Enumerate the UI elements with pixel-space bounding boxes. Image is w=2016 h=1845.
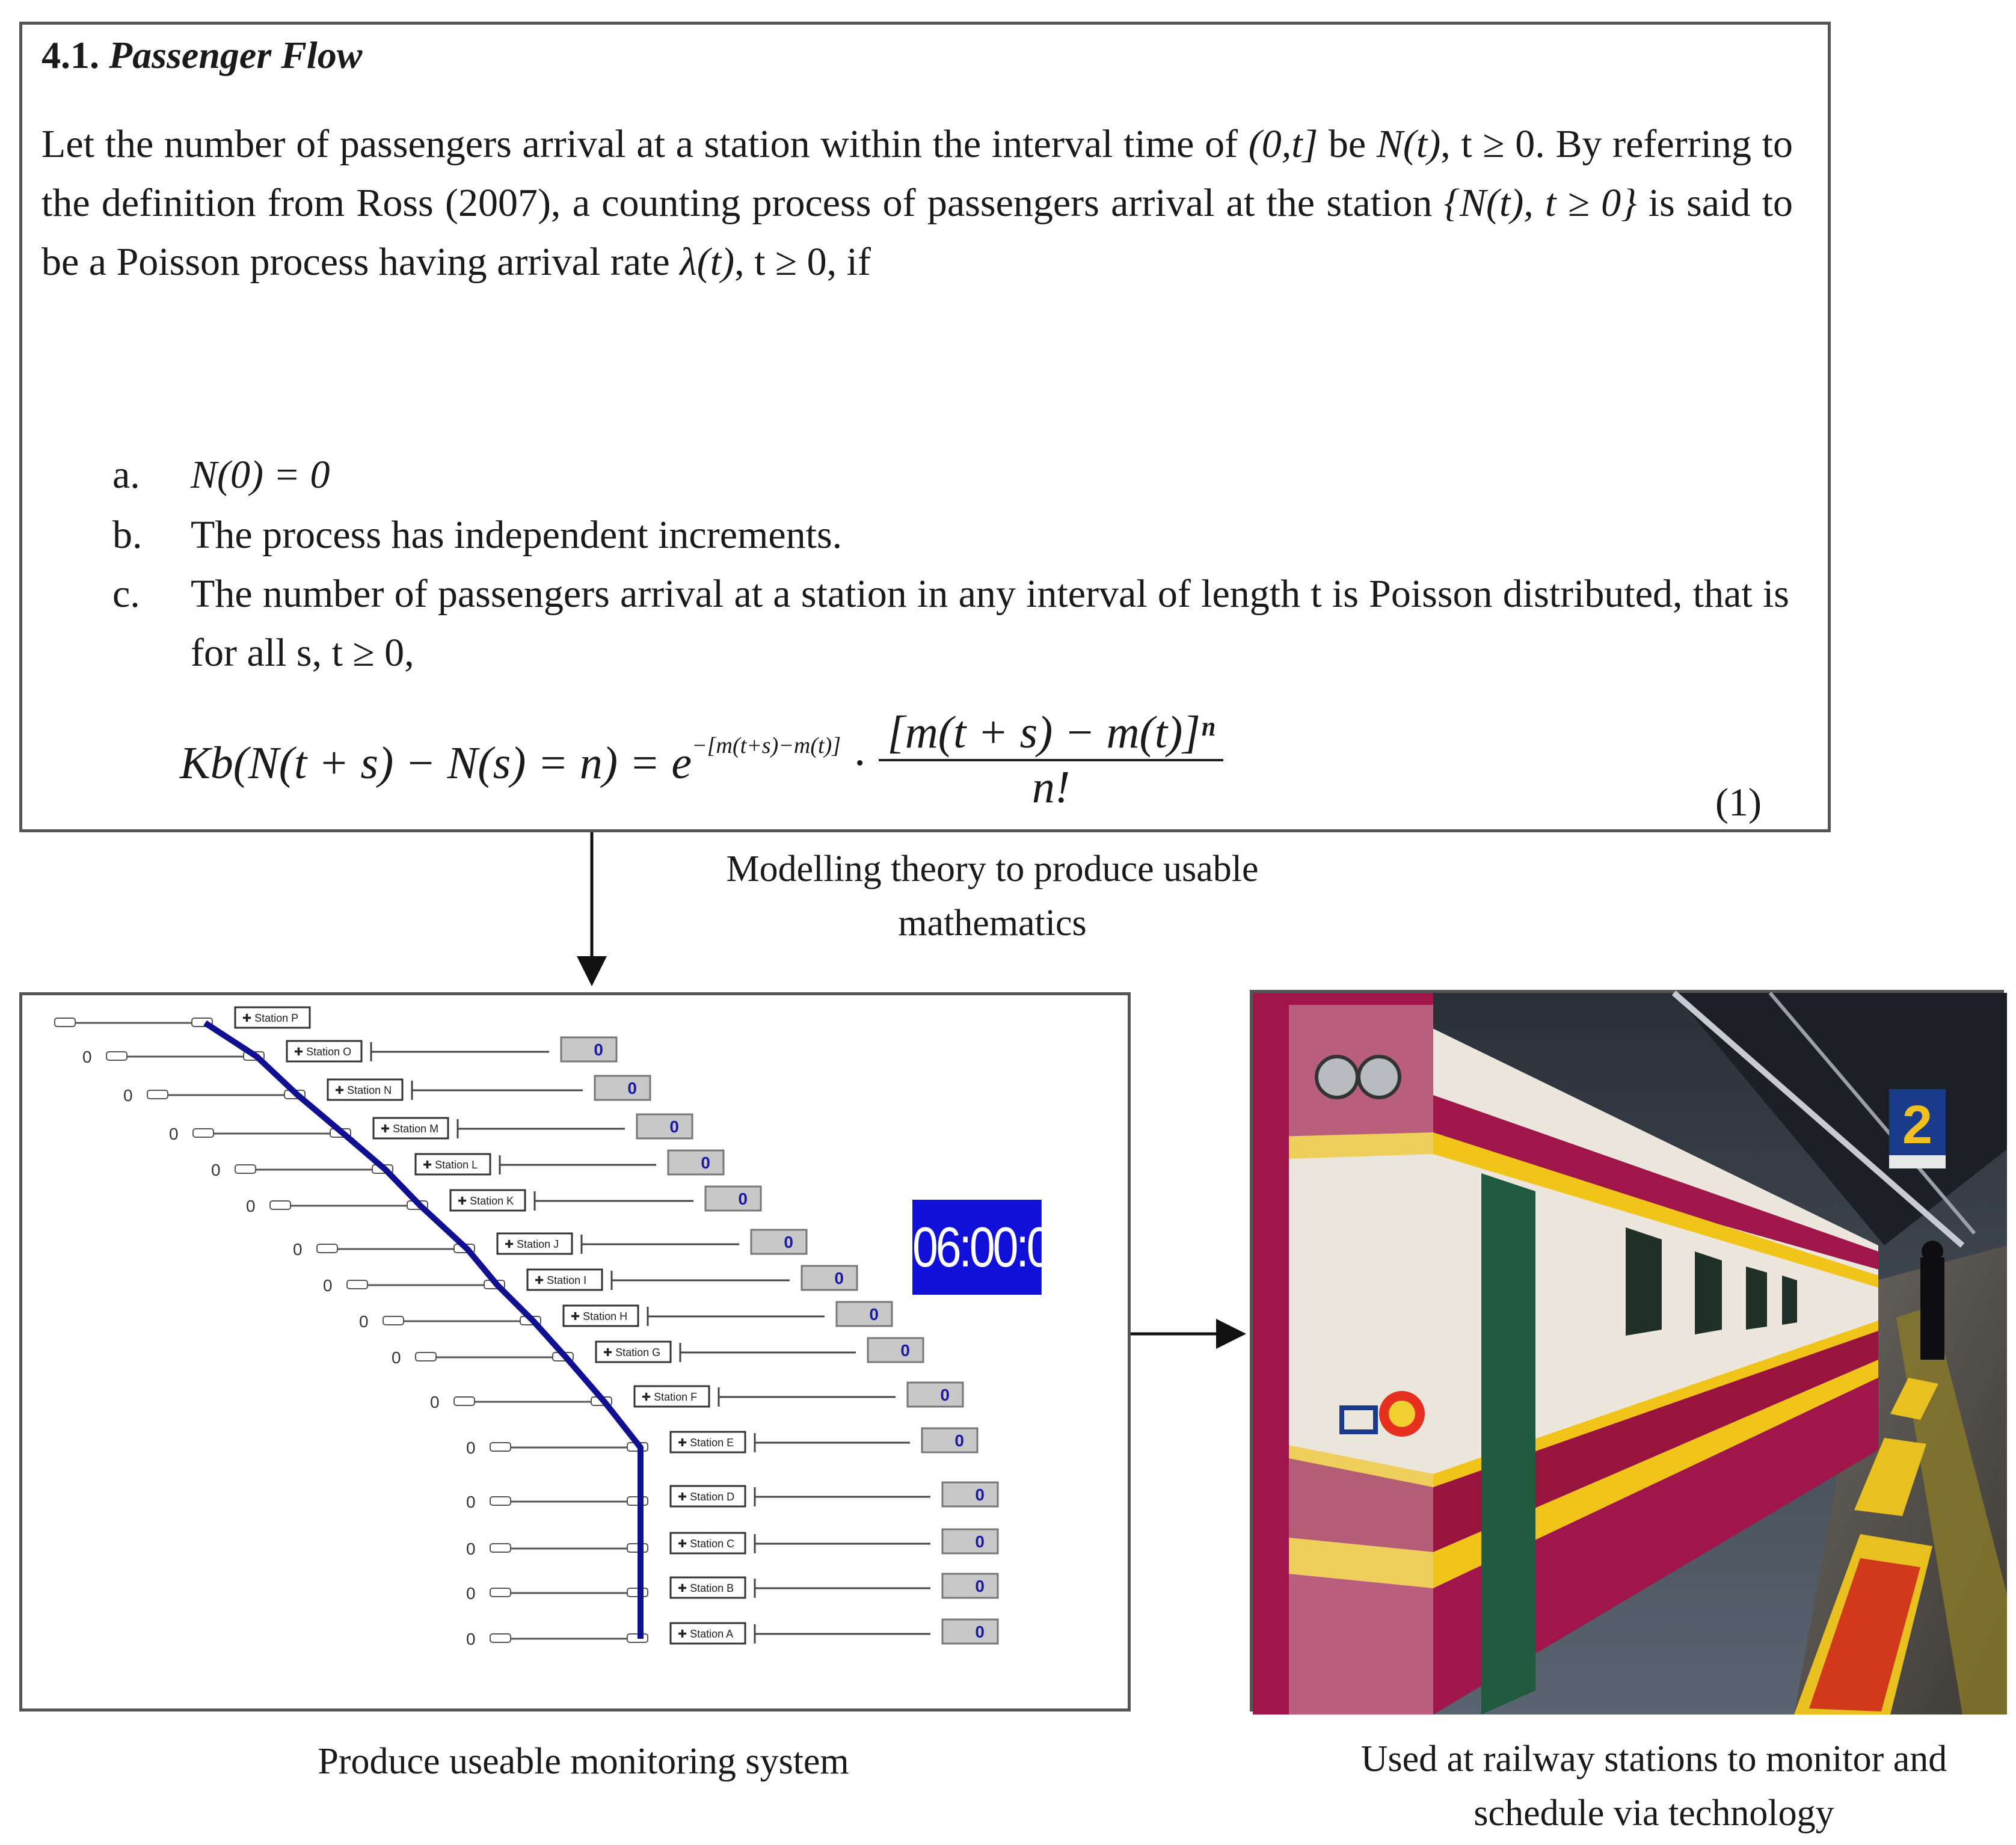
station-label: ✚ Station P <box>242 1012 299 1024</box>
equation-lhs: Kb(N(t + s) − N(s) = n) = e <box>180 737 692 788</box>
theory-text-box <box>19 22 1831 832</box>
left-counter: 0 <box>246 1197 256 1215</box>
monitoring-system-panel <box>19 992 1131 1711</box>
station-label: ✚ Station C <box>678 1538 735 1550</box>
condition-text: The number of passengers arrival at a station in any interval of length t is Poisson distributed, that is for all s, t ≥ 0, <box>191 572 1789 675</box>
feeder-node <box>106 1052 127 1060</box>
poisson-equation <box>180 707 1223 812</box>
condition-text: N(0) = 0 <box>191 453 330 497</box>
equation-fraction <box>879 707 1223 812</box>
platform-number: 2 <box>1902 1095 1933 1155</box>
left-counter: 0 <box>430 1393 440 1411</box>
passenger-count: 0 <box>940 1386 950 1404</box>
paragraph-text: be <box>1318 122 1377 166</box>
station-label: ✚ Station O <box>294 1046 352 1058</box>
passenger-counter <box>837 1302 892 1326</box>
passenger-counter <box>942 1574 998 1598</box>
station-label: ✚ Station B <box>678 1582 734 1594</box>
left-counter: 0 <box>293 1240 303 1259</box>
feeder-node <box>490 1544 511 1552</box>
feeder-node <box>193 1129 214 1137</box>
feeder-node <box>490 1588 511 1597</box>
passenger-count: 0 <box>701 1153 710 1172</box>
condition-text: The process has independent increments. <box>191 513 843 557</box>
station-label: ✚ Station K <box>458 1195 514 1207</box>
section-title: Passenger Flow <box>109 34 363 76</box>
passenger-count: 0 <box>784 1233 793 1251</box>
feeder-node <box>270 1201 290 1209</box>
passenger-counter <box>751 1230 807 1254</box>
station-label: ✚ Station I <box>535 1274 587 1286</box>
paragraph-text: is said to be a Poisson process having arrival rate <box>41 181 1793 284</box>
passenger-count: 0 <box>834 1269 844 1288</box>
condition-a <box>112 446 330 505</box>
passenger-counter <box>561 1037 616 1061</box>
feeder-node <box>347 1280 367 1289</box>
equation-numerator: [m(t + s) − m(t)]ⁿ <box>879 707 1223 761</box>
feeder-node <box>454 1397 475 1405</box>
clock-display: 06:00:00 <box>912 1200 1042 1295</box>
feeder-node <box>490 1497 511 1505</box>
feeder-node <box>317 1244 337 1253</box>
paragraph-text: Let the number of passengers arrival at a station within the interval time of <box>41 122 1249 166</box>
caption-railway: Used at railway stations to monitor and schedule via technology <box>1360 1739 1947 1834</box>
caption-modelling: Modelling theory to produce usable mathematics <box>726 849 1259 944</box>
condition-b <box>112 506 842 565</box>
left-counter: 0 <box>323 1276 333 1295</box>
feeder-node <box>416 1352 436 1361</box>
station-label: ✚ Station G <box>603 1346 661 1358</box>
section-number: 4.1. <box>41 34 99 76</box>
feeder-node <box>235 1165 256 1173</box>
caption-monitoring: Produce useable monitoring system <box>318 1741 849 1782</box>
interval-expression: (0,t] <box>1248 122 1318 166</box>
station-monitor-diagram <box>22 995 1134 1715</box>
passenger-count: 0 <box>975 1532 985 1551</box>
station-label: ✚ Station L <box>423 1159 478 1171</box>
station-label: ✚ Station M <box>381 1123 439 1135</box>
equation-number: (1) <box>1715 781 1762 824</box>
process-expression: {N(t), t ≥ 0} <box>1443 181 1637 225</box>
left-counter: 0 <box>466 1493 476 1511</box>
station-label: ✚ Station A <box>678 1628 734 1640</box>
station-label: ✚ Station N <box>335 1084 392 1096</box>
left-counter: 0 <box>169 1125 179 1143</box>
passenger-count: 0 <box>738 1190 748 1208</box>
condition-label: c. <box>112 572 140 616</box>
condition-c <box>112 565 1796 683</box>
passenger-count: 0 <box>869 1305 879 1324</box>
definition-paragraph <box>41 115 1793 292</box>
equation-exponent: −[m(t+s)−m(t)] <box>692 732 841 758</box>
left-counter: 0 <box>466 1438 476 1457</box>
left-counter: 0 <box>211 1161 221 1179</box>
passenger-count: 0 <box>975 1622 985 1641</box>
railway-station-photo <box>1250 990 2004 1711</box>
passenger-counter <box>942 1529 998 1553</box>
section-heading <box>41 33 362 78</box>
passenger-counter <box>637 1114 692 1138</box>
paragraph-text: , t ≥ 0. By referring to the definition from Ross (2007), a counting process of passengers arrival at the station <box>41 122 1793 225</box>
station-label: ✚ Station F <box>642 1391 698 1403</box>
passenger-count: 0 <box>594 1040 603 1059</box>
passenger-count: 0 <box>669 1117 679 1136</box>
feeder-node <box>55 1018 75 1027</box>
left-counter: 0 <box>466 1584 476 1603</box>
station-label: ✚ Station D <box>678 1491 735 1503</box>
left-counter: 0 <box>123 1086 133 1105</box>
passenger-counter <box>942 1482 998 1506</box>
left-counter: 0 <box>82 1048 92 1066</box>
passenger-count: 0 <box>627 1079 637 1097</box>
passenger-count: 0 <box>975 1577 985 1595</box>
left-counter: 0 <box>359 1312 369 1331</box>
feeder-node <box>147 1090 168 1099</box>
condition-label: a. <box>112 453 140 497</box>
station-label: ✚ Station J <box>505 1238 559 1250</box>
passenger-counter <box>668 1150 724 1174</box>
left-counter: 0 <box>466 1630 476 1648</box>
count-function: N(t) <box>1376 122 1441 166</box>
passenger-counter <box>922 1428 977 1452</box>
passenger-counter <box>942 1619 998 1644</box>
condition-label: b. <box>112 513 143 557</box>
feeder-node <box>383 1316 404 1325</box>
station-label: ✚ Station H <box>571 1310 628 1322</box>
feeder-node <box>490 1443 511 1451</box>
passenger-counter <box>595 1076 650 1100</box>
passenger-count: 0 <box>900 1341 910 1360</box>
left-counter: 0 <box>466 1540 476 1558</box>
equation-dot: · <box>841 737 879 788</box>
train-illustration <box>1253 993 2007 1715</box>
feeder-node <box>490 1634 511 1642</box>
passenger-counter <box>705 1187 761 1211</box>
left-counter: 0 <box>392 1348 401 1367</box>
station-label: ✚ Station E <box>678 1437 734 1449</box>
passenger-counter <box>802 1266 857 1290</box>
passenger-count: 0 <box>975 1485 985 1504</box>
rate-expression: λ(t) <box>680 240 735 284</box>
paragraph-text: , t ≥ 0, if <box>734 240 871 284</box>
passenger-counter <box>908 1383 963 1407</box>
passenger-count: 0 <box>954 1431 964 1450</box>
passenger-counter <box>868 1338 923 1362</box>
equation-denominator: n! <box>1031 762 1071 812</box>
train-route-line <box>205 1023 641 1639</box>
